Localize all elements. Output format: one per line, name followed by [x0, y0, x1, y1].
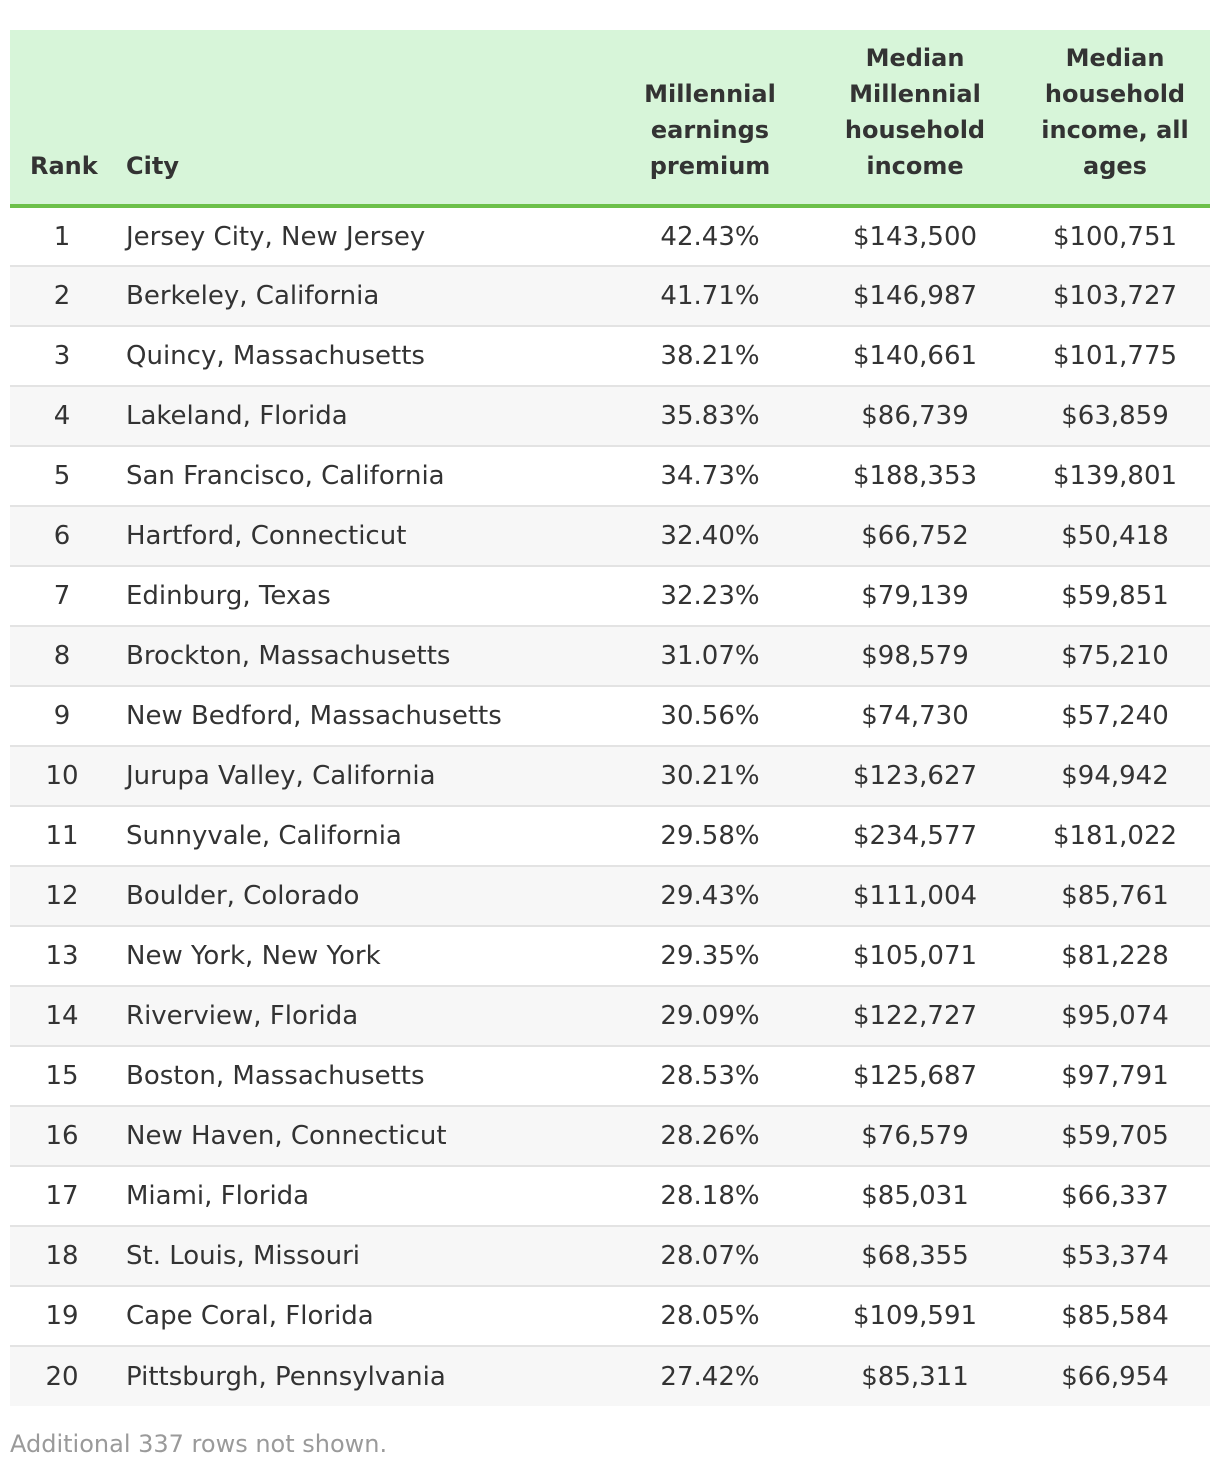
city-cell: New Haven, Connecticut — [114, 1106, 610, 1166]
all-ages-income-cell: $81,228 — [1020, 926, 1210, 986]
table-row — [10, 326, 1210, 386]
rank-cell: 18 — [10, 1226, 114, 1286]
column-header-rank[interactable]: Rank — [10, 30, 114, 206]
earnings-premium-cell: 32.23% — [610, 566, 810, 626]
table-row — [10, 1106, 1210, 1166]
rank-cell: 5 — [10, 446, 114, 506]
rows-not-shown-note: Additional 337 rows not shown. — [10, 1430, 388, 1458]
all-ages-income-cell: $101,775 — [1020, 326, 1210, 386]
millennial-income-cell: $85,311 — [810, 1346, 1020, 1406]
millennial-income-cell: $98,579 — [810, 626, 1020, 686]
earnings-premium-cell: 31.07% — [610, 626, 810, 686]
all-ages-income-cell: $57,240 — [1020, 686, 1210, 746]
millennial-income-cell: $125,687 — [810, 1046, 1020, 1106]
earnings-premium-cell: 29.58% — [610, 806, 810, 866]
earnings-premium-cell: 42.43% — [610, 206, 810, 266]
earnings-premium-cell: 32.40% — [610, 506, 810, 566]
millennial-income-cell: $85,031 — [810, 1166, 1020, 1226]
all-ages-income-cell: $75,210 — [1020, 626, 1210, 686]
column-header-millennial-income[interactable]: Median Millennial household income — [810, 30, 1020, 206]
header-row — [10, 30, 1210, 206]
city-cell: Lakeland, Florida — [114, 386, 610, 446]
millennial-income-cell: $86,739 — [810, 386, 1020, 446]
city-cell: St. Louis, Missouri — [114, 1226, 610, 1286]
table-row — [10, 446, 1210, 506]
millennial-income-cell: $105,071 — [810, 926, 1020, 986]
all-ages-income-cell: $100,751 — [1020, 206, 1210, 266]
millennial-income-cell: $122,727 — [810, 986, 1020, 1046]
city-cell: San Francisco, California — [114, 446, 610, 506]
earnings-premium-cell: 29.09% — [610, 986, 810, 1046]
all-ages-income-cell: $139,801 — [1020, 446, 1210, 506]
rank-cell: 13 — [10, 926, 114, 986]
city-cell: Cape Coral, Florida — [114, 1286, 610, 1346]
column-header-earnings-premium[interactable]: Millennial earnings premium — [610, 30, 810, 206]
city-cell: Brockton, Massachusetts — [114, 626, 610, 686]
city-cell: Hartford, Connecticut — [114, 506, 610, 566]
all-ages-income-cell: $95,074 — [1020, 986, 1210, 1046]
earnings-premium-cell: 35.83% — [610, 386, 810, 446]
rank-cell: 1 — [10, 206, 114, 266]
city-cell: Sunnyvale, California — [114, 806, 610, 866]
rank-cell: 7 — [10, 566, 114, 626]
earnings-premium-cell: 28.07% — [610, 1226, 810, 1286]
ranking-table — [10, 30, 1210, 1406]
rank-cell: 2 — [10, 266, 114, 326]
millennial-income-cell: $68,355 — [810, 1226, 1020, 1286]
table-row — [10, 1286, 1210, 1346]
earnings-premium-cell: 41.71% — [610, 266, 810, 326]
table-row — [10, 746, 1210, 806]
millennial-income-cell: $109,591 — [810, 1286, 1020, 1346]
all-ages-income-cell: $103,727 — [1020, 266, 1210, 326]
table-row — [10, 626, 1210, 686]
rank-cell: 20 — [10, 1346, 114, 1406]
earnings-premium-cell: 29.43% — [610, 866, 810, 926]
earnings-premium-cell: 30.56% — [610, 686, 810, 746]
all-ages-income-cell: $85,584 — [1020, 1286, 1210, 1346]
rank-cell: 4 — [10, 386, 114, 446]
column-header-city[interactable]: City — [114, 30, 610, 206]
city-cell: New York, New York — [114, 926, 610, 986]
earnings-premium-cell: 29.35% — [610, 926, 810, 986]
rank-cell: 9 — [10, 686, 114, 746]
table-row — [10, 866, 1210, 926]
table-row — [10, 1226, 1210, 1286]
earnings-premium-cell: 28.26% — [610, 1106, 810, 1166]
all-ages-income-cell: $59,705 — [1020, 1106, 1210, 1166]
millennial-income-cell: $188,353 — [810, 446, 1020, 506]
millennial-income-cell: $146,987 — [810, 266, 1020, 326]
earnings-premium-cell: 27.42% — [610, 1346, 810, 1406]
millennial-income-cell: $234,577 — [810, 806, 1020, 866]
city-cell: Berkeley, California — [114, 266, 610, 326]
earnings-premium-cell: 28.53% — [610, 1046, 810, 1106]
millennial-income-cell: $66,752 — [810, 506, 1020, 566]
table-row — [10, 266, 1210, 326]
table-row — [10, 686, 1210, 746]
all-ages-income-cell: $53,374 — [1020, 1226, 1210, 1286]
table-header — [10, 30, 1210, 206]
city-cell: Pittsburgh, Pennsylvania — [114, 1346, 610, 1406]
rank-cell: 3 — [10, 326, 114, 386]
earnings-premium-cell: 34.73% — [610, 446, 810, 506]
all-ages-income-cell: $66,337 — [1020, 1166, 1210, 1226]
table-row — [10, 506, 1210, 566]
millennial-income-cell: $123,627 — [810, 746, 1020, 806]
city-cell: Miami, Florida — [114, 1166, 610, 1226]
table-row — [10, 806, 1210, 866]
all-ages-income-cell: $59,851 — [1020, 566, 1210, 626]
city-cell: New Bedford, Massachusetts — [114, 686, 610, 746]
rank-cell: 16 — [10, 1106, 114, 1166]
table-row — [10, 926, 1210, 986]
all-ages-income-cell: $94,942 — [1020, 746, 1210, 806]
all-ages-income-cell: $97,791 — [1020, 1046, 1210, 1106]
millennial-income-cell: $143,500 — [810, 206, 1020, 266]
all-ages-income-cell: $63,859 — [1020, 386, 1210, 446]
earnings-premium-cell: 38.21% — [610, 326, 810, 386]
table-row — [10, 1046, 1210, 1106]
table-row — [10, 986, 1210, 1046]
rank-cell: 12 — [10, 866, 114, 926]
city-cell: Quincy, Massachusetts — [114, 326, 610, 386]
rank-cell: 15 — [10, 1046, 114, 1106]
city-cell: Edinburg, Texas — [114, 566, 610, 626]
earnings-premium-cell: 30.21% — [610, 746, 810, 806]
city-cell: Boston, Massachusetts — [114, 1046, 610, 1106]
all-ages-income-cell: $85,761 — [1020, 866, 1210, 926]
city-cell: Riverview, Florida — [114, 986, 610, 1046]
city-cell: Boulder, Colorado — [114, 866, 610, 926]
millennial-income-cell: $79,139 — [810, 566, 1020, 626]
rank-cell: 14 — [10, 986, 114, 1046]
all-ages-income-cell: $181,022 — [1020, 806, 1210, 866]
table-row — [10, 386, 1210, 446]
rank-cell: 19 — [10, 1286, 114, 1346]
table-row — [10, 1346, 1210, 1406]
rank-cell: 11 — [10, 806, 114, 866]
all-ages-income-cell: $66,954 — [1020, 1346, 1210, 1406]
millennial-income-cell: $111,004 — [810, 866, 1020, 926]
city-cell: Jersey City, New Jersey — [114, 206, 610, 266]
earnings-premium-cell: 28.18% — [610, 1166, 810, 1226]
table-row — [10, 566, 1210, 626]
rank-cell: 17 — [10, 1166, 114, 1226]
all-ages-income-cell: $50,418 — [1020, 506, 1210, 566]
millennial-income-cell: $140,661 — [810, 326, 1020, 386]
table-row — [10, 1166, 1210, 1226]
ranking-table-container — [10, 30, 1210, 1406]
millennial-income-cell: $76,579 — [810, 1106, 1020, 1166]
rank-cell: 8 — [10, 626, 114, 686]
table-row — [10, 206, 1210, 266]
rank-cell: 6 — [10, 506, 114, 566]
city-cell: Jurupa Valley, California — [114, 746, 610, 806]
rank-cell: 10 — [10, 746, 114, 806]
column-header-all-ages-income[interactable]: Median household income, all ages — [1020, 30, 1210, 206]
earnings-premium-cell: 28.05% — [610, 1286, 810, 1346]
table-body — [10, 206, 1210, 1406]
millennial-income-cell: $74,730 — [810, 686, 1020, 746]
